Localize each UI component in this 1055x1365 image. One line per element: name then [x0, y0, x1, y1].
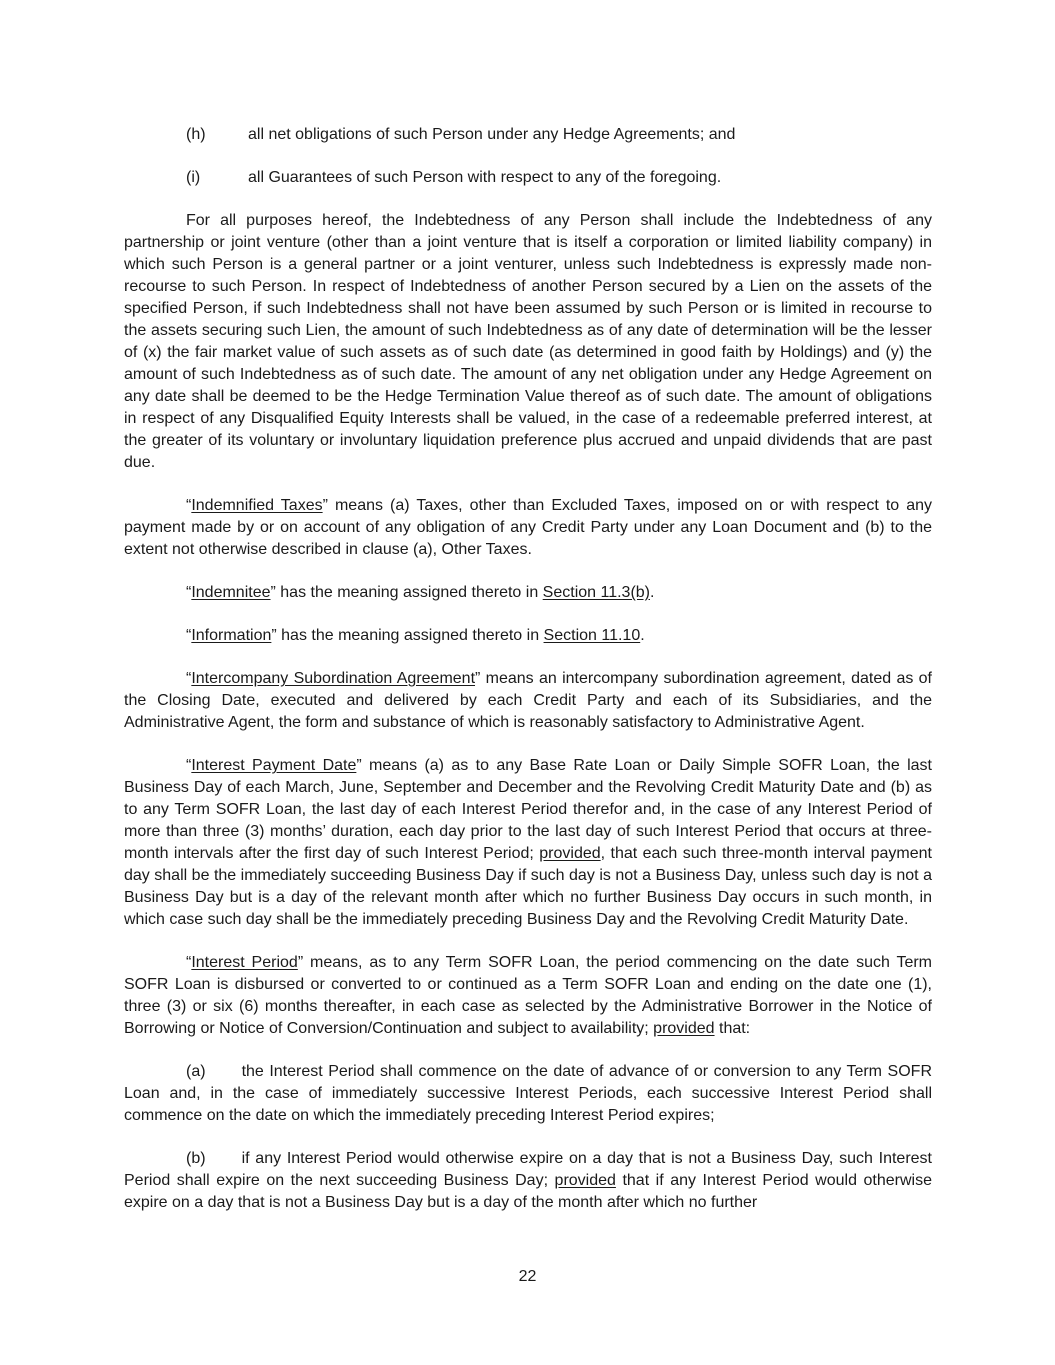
list-item-i	[186, 167, 932, 189]
clause-text: the Interest Period shall commence on the date of advance of or conversion to any Term SOFR Loan and, in the case of immediately successive Interest Periods, each successive Interest Period shall commence on the date on which the immediately preceding Interest Period expires;	[124, 1063, 932, 1124]
clause-text: that if any Interest Period would otherwise expire on a day that is not a Business Day but is a day of the month after which no further	[124, 1172, 932, 1211]
defined-term: Indemnitee	[191, 584, 271, 601]
provided-term: provided	[653, 1020, 715, 1037]
section-reference: Section 11.10	[543, 627, 641, 644]
defined-term: Interest Period	[191, 954, 298, 971]
defined-term: Interest Payment Date	[191, 757, 357, 774]
list-marker: (i)	[186, 169, 201, 186]
definition-text: has the meaning assigned thereto in	[275, 584, 543, 601]
close-quote: ”	[297, 954, 304, 971]
page-content	[124, 124, 932, 1214]
provided-term: provided	[554, 1172, 616, 1189]
clause-marker: (b)	[186, 1150, 206, 1167]
list-item-text: all Guarantees of such Person with respect to any of the foregoing.	[248, 169, 722, 186]
close-quote: ”	[475, 670, 481, 687]
close-quote: ”	[270, 584, 276, 601]
defined-term: Information	[191, 627, 272, 644]
open-quote: “	[186, 757, 192, 774]
definition-interest-payment-date	[124, 755, 932, 931]
definition-text: means (a) as to any Base Rate Loan or Daily Simple SOFR Loan, the last Business Day of each March, June, September and December and the Revolving Credit Maturity Date and (b) as to any Term SOFR Loan, the last day of each Interest Period therefor and, in the case of any Interest Period of more than three (3) months’ duration, each day prior to the last day of such Interest Period that occurs at three-month intervals after the first day of such Interest Period;	[124, 757, 932, 862]
list-item-text: all net obligations of such Person under any Hedge Agreements; and	[248, 126, 736, 143]
definition-indemnitee	[124, 582, 932, 604]
definition-interest-period	[124, 952, 932, 1040]
list-item-h	[186, 124, 932, 146]
open-quote: “	[186, 497, 192, 514]
period: .	[650, 584, 655, 601]
definition-text: that:	[714, 1020, 751, 1037]
list-marker: (h)	[186, 126, 206, 143]
provided-term: provided	[539, 845, 601, 862]
open-quote: “	[186, 584, 192, 601]
page-number: 22	[518, 1268, 537, 1285]
definition-text: means, as to any Term SOFR Loan, the period commencing on the date such Term SOFR Loan is disbursed or converted to or continued as a Term SOFR Loan and ending on the date one (1), three (3) or six (6) months thereafter, in each case as selected by the Administrative Borrower in the Notice of Borrowing or Notice of Conversion/Continuation and subject to availability;	[124, 954, 932, 1037]
indebtedness-paragraph: For all purposes hereof, the Indebtedness of any Person shall include the Indebtedness of any partnership or joint venture (other than a joint venture that is itself a corporation or limited liability company) in which such Person is a general partner or a joint venturer, unless such Indebtedness is expressly made non-recourse to such Person. In respect of Indebtedness of another Person secured by a Lien on the assets of the specified Person, if such Indebtedness shall not have been assumed by such Person or is limited in recourse to the assets securing such Lien, the amount of such Indebtedness as of any date of determination will be the lesser of (x) the fair market value of such assets as of such date (as determined in good faith by Holdings) and (y) the amount of such Indebtedness as of such date. The amount of any net obligation under any Hedge Agreement on any date shall be deemed to be the Hedge Termination Value thereof as of such date. The amount of obligations in respect of any Disqualified Equity Interests shall be valued, in the case of a redeemable preferred interest, at the greater of its voluntary or involuntary liquidation preference plus accrued and unpaid dividends that are past due.	[124, 212, 932, 471]
clause-text: if any Interest Period would otherwise expire on a day that is not a Business Day, such Interest Period shall expire on the next succeeding Business Day;	[124, 1150, 932, 1189]
defined-term: Intercompany Subordination Agreement	[191, 670, 476, 687]
definition-text: , that each such three-month interval payment day shall be the immediately succeeding Business Day if such day is not a Business Day, unless such day is not a Business Day but is a day of the relevant month after which no further Business Day occurs in such month, in which case such day shall be the immediately preceding Business Day and the Revolving Credit Maturity Date.	[124, 845, 932, 928]
close-quote: ”	[356, 757, 362, 774]
open-quote: “	[186, 627, 192, 644]
period: .	[640, 627, 645, 644]
definition-indemnified-taxes	[124, 495, 932, 561]
definition-information	[124, 625, 932, 647]
definition-text: means (a) Taxes, other than Excluded Taxes, imposed on or with respect to any payment made by or on account of any obligation of any Credit Party under any Loan Document and (b) to the extent not otherwise described in clause (a), Other Taxes.	[124, 497, 933, 558]
interest-period-clause-a	[124, 1061, 932, 1127]
definition-text: has the meaning assigned thereto in	[276, 627, 544, 644]
open-quote: “	[186, 670, 192, 687]
interest-period-clause-b	[124, 1148, 932, 1214]
section-reference: Section 11.3(b)	[542, 584, 650, 601]
open-quote: “	[186, 954, 192, 971]
close-quote: ”	[271, 627, 277, 644]
definition-intercompany-subordination-agreement	[124, 668, 932, 734]
clause-marker: (a)	[186, 1063, 206, 1080]
close-quote: ”	[322, 497, 328, 514]
definition-text: means an intercompany subordination agreement, dated as of the Closing Date, executed and delivered by each Credit Party and each of its Subsidiaries, and the Administrative Agent, the form and substance of which is reasonably satisfactory to Administrative Agent.	[124, 670, 932, 731]
defined-term: Indemnified Taxes	[191, 497, 323, 514]
